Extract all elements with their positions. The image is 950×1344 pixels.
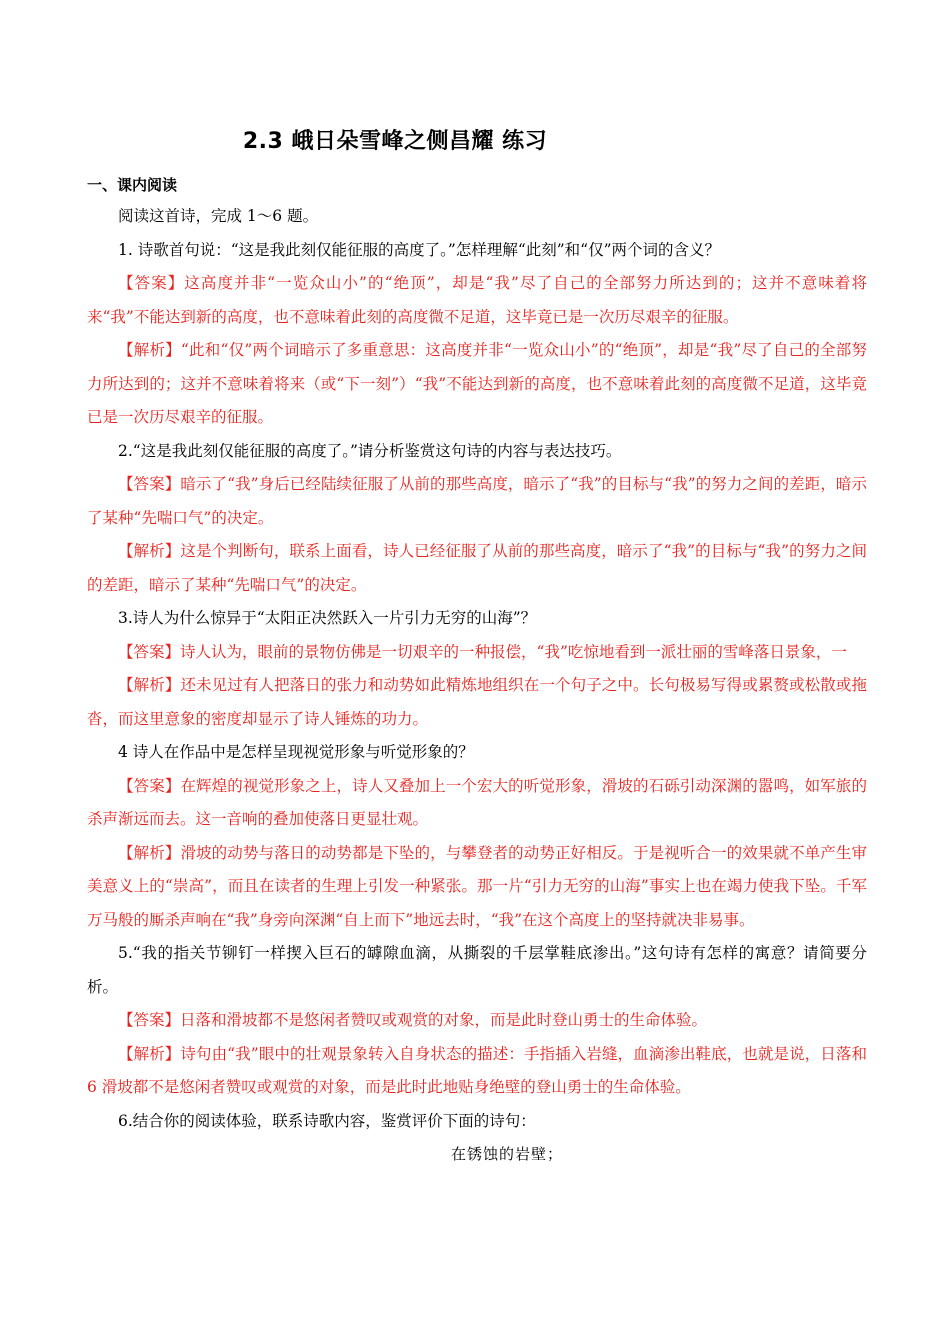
question-text: 5.“我的指关节铆钉一样揳入巨石的罅隙血滴，从撕裂的千层掌鞋底渗出。”这句诗有怎样的寓意？请简要分析。 [87, 944, 867, 996]
answer-text: 在辉煌的视觉形象之上，诗人又叠加上一个宏大的听觉形象，滑坡的石砾引动深渊的嚣鸣，如军旅的杀声渐远而去。这一音响的叠加使落日更显壮观。 [87, 776, 867, 828]
answer-tag: 【答案】 [118, 1011, 181, 1029]
answer-paragraph [87, 636, 867, 670]
answer-text: 这是个判断句，联系上面看，诗人已经征服了从前的那些高度，暗示了“我”的目标与“我”的努力之间的差距，暗示了某种“先喘口气”的决定。 [87, 542, 867, 594]
answer-text: 还未见过有人把落日的张力和动势如此精炼地组织在一个句子之中。长句极易写得或累赘或松散或拖沓，而这里意象的密度却显示了诗人锤炼的功力。 [87, 676, 867, 728]
analysis-tag: 【解析】 [118, 542, 181, 560]
analysis-tag: 【解析】 [118, 843, 181, 862]
answer-text: 暗示了“我”身后已经陆续征服了从前的那些高度，暗示了“我”的目标与“我”的努力之间的差距，暗示了某种“先喘口气”的决定。 [87, 475, 867, 527]
question-text: 2.“这是我此刻仅能征服的高度了。”请分析鉴赏这句诗的内容与表达技巧。 [118, 441, 622, 460]
analysis-paragraph [87, 837, 867, 938]
answer-text: “此和“仅”两个词暗示了多重意思：这高度并非“一览众山小”的“绝顶”，却是“我”尽了自己的全部努力所达到的；这并不意味着将来（或“下一刻”）“我”不能达到新的高度，也不意味着此刻的高度微不足道，这毕竟已是一次历尽艰辛的征服。 [87, 341, 867, 426]
analysis-paragraph [87, 1038, 867, 1105]
answer-tag: 【答案】 [118, 475, 181, 493]
answer-paragraph [87, 468, 867, 535]
answer-text: 日落和滑坡都不是悠闲者赞叹或观赏的对象，而是此时登山勇士的生命体验。 [180, 1011, 708, 1029]
intro-text: 阅读这首诗，完成 1～6 题。 [118, 207, 319, 225]
document-body [87, 200, 867, 1172]
analysis-paragraph [87, 669, 867, 736]
question-text: 6.结合你的阅读体验，联系诗歌内容，鉴赏评价下面的诗句： [118, 1111, 536, 1130]
answer-text: 诗人认为，眼前的景物仿佛是一切艰辛的一种报偿，“我”吃惊地看到一派壮丽的雪峰落日景象，一 [180, 642, 847, 661]
answer-paragraph [87, 267, 867, 334]
analysis-tag: 【解析】 [118, 676, 181, 694]
analysis-paragraph [87, 535, 867, 602]
question-text: 3.诗人为什么惊异于“太阳正决然跃入一片引力无穷的山海”？ [118, 609, 537, 627]
poem-line: 在锈蚀的岩壁； [450, 1145, 563, 1163]
answer-text: 这高度并非“一览众山小”的“绝顶”，却是“我”尽了自己的全部努力所达到的；这并不意味着将来“我”不能达到新的高度，也不意味着此刻的高度微不足道，这毕竟已是一次历尽艰辛的征服。 [87, 274, 867, 326]
answer-paragraph [87, 770, 867, 837]
analysis-tag: 【解析】 [118, 1044, 181, 1063]
page-title: 2.3 峨日朵雪峰之侧昌耀 练习 [242, 129, 548, 154]
answer-text: 诗句由“我”眼中的壮观景象转入自身状态的描述：手指插入岩缝，血滴渗出鞋底，也就是说，日落和 6 滑坡都不是悠闲者赞叹或观赏的对象，而是此时此地贴身绝壁的登山勇士的生命体验。 [87, 1044, 867, 1096]
answer-tag: 【答案】 [118, 642, 181, 661]
analysis-tag: 【解析】 [118, 341, 181, 359]
analysis-paragraph [87, 334, 867, 435]
section-heading: 一、课内阅读 [87, 176, 178, 194]
answer-tag: 【答案】 [118, 274, 185, 292]
answer-tag: 【答案】 [118, 776, 181, 795]
question-text: 4 诗人在作品中是怎样呈现视觉形象与听觉形象的？ [118, 743, 474, 761]
answer-paragraph [87, 1004, 867, 1038]
answer-text: 滑坡的动势与落日的动势都是下坠的，与攀登者的动势正好相反。于是视听合一的效果就不单产生审美意义上的“崇高”，而且在读者的生理上引发一种紧张。那一片“引力无穷的山海”事实上也在竭力使我下坠。千军万马般的厮杀声响在“我”身旁向深渊“自上而下”地远去时，“我”在这个高度上的坚持就决非易事。 [87, 843, 867, 929]
question-text: 1. 诗歌首句说：“这是我此刻仅能征服的高度了。”怎样理解“此刻”和“仅”两个词的含义？ [118, 240, 721, 259]
